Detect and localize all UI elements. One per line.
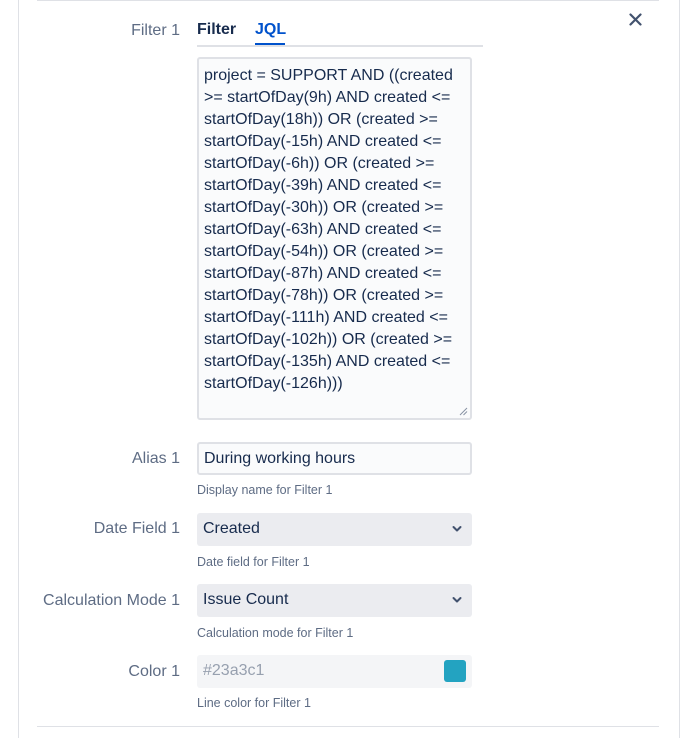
filter-mode-tabs <box>197 18 483 47</box>
alias-input[interactable]: During working hours <box>197 442 472 475</box>
divider-bottom <box>37 726 659 727</box>
color-input[interactable] <box>197 655 472 688</box>
chevron-down-icon <box>451 523 463 535</box>
color-value: #23a3c1 <box>203 662 265 679</box>
divider-top <box>37 0 659 1</box>
alias-help-text: Display name for Filter 1 <box>197 483 333 497</box>
color-label: Color 1 <box>128 663 180 680</box>
tab-filter[interactable]: Filter <box>197 21 237 38</box>
date-field-value: Created <box>203 520 260 537</box>
remove-filter-button[interactable] <box>624 8 646 30</box>
alias-label: Alias 1 <box>131 450 180 467</box>
calc-mode-help-text: Calculation mode for Filter 1 <box>197 626 354 640</box>
calc-mode-label: Calculation Mode 1 <box>43 592 180 609</box>
calc-mode-select[interactable] <box>197 584 472 617</box>
tab-jql[interactable]: JQL <box>255 21 287 38</box>
color-swatch[interactable] <box>444 660 466 682</box>
resize-grip-icon[interactable] <box>459 407 468 416</box>
date-field-label: Date Field 1 <box>93 520 180 537</box>
date-field-help-text: Date field for Filter 1 <box>197 555 310 569</box>
filter-label: Filter 1 <box>131 22 180 39</box>
color-help-text: Line color for Filter 1 <box>197 696 311 710</box>
calc-mode-value: Issue Count <box>203 591 289 608</box>
close-icon <box>629 13 642 26</box>
date-field-select[interactable] <box>197 513 472 546</box>
chevron-down-icon <box>451 594 463 606</box>
jql-textarea[interactable] <box>197 57 472 420</box>
jql-text: project = SUPPORT AND ((created >= startOfDay(9h) AND created <= startOfDay(18h)) OR (created >= startOfDay(-15h) AND created <= startOfDay(-6h)) OR (created >= startOfDay(-39h) AND created <= startOfDay(-30h)) OR (created >= startOfDay(-63h) AND created <= startOfDay(-54h)) OR (created >= startOfDay(-87h) AND created <= startOfDay(-78h)) OR (created >= startOfDay(-111h) AND created <= startOfDay(-102h)) OR (created >= startOfDay(-135h) AND created <= startOfDay(-126h))) <box>204 67 453 392</box>
active-tab-indicator <box>255 43 285 45</box>
